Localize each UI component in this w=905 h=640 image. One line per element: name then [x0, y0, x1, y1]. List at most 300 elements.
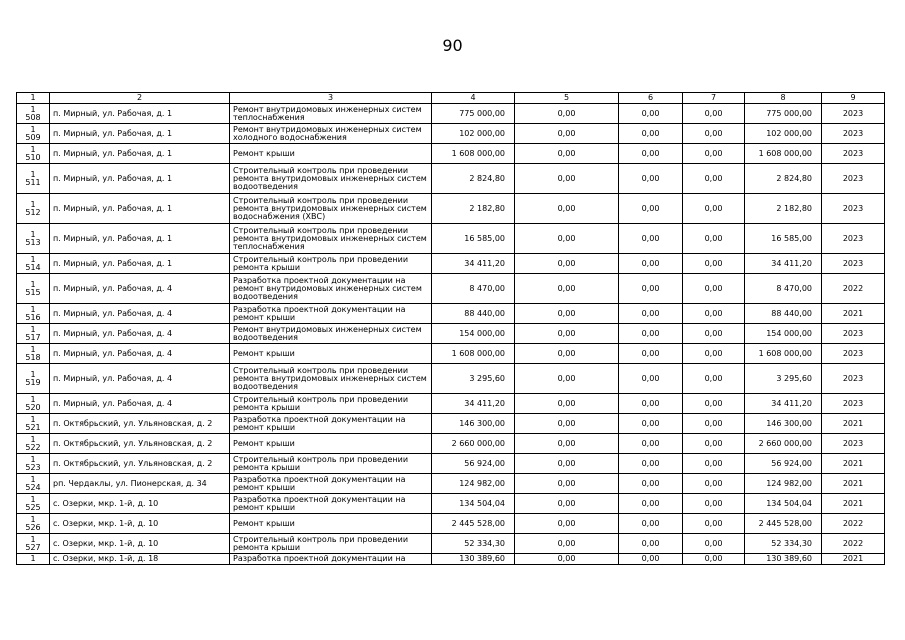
row-number-cell-text: 527: [25, 542, 41, 552]
owner-funds-cell: [745, 344, 822, 364]
address-cell-text: п. Мирный, ул. Рабочая, д. 1: [53, 258, 173, 268]
column-header: 1: [17, 93, 50, 104]
work-type-cell: [230, 394, 432, 414]
column-header: 2: [50, 93, 230, 104]
work-type-cell: [230, 194, 432, 224]
col7-cell-text: 0,00: [704, 148, 723, 158]
total-cost-cell-text: 16 585,00: [464, 233, 505, 243]
col7-cell: [683, 344, 745, 364]
year-cell: [822, 254, 885, 274]
year-cell: [822, 194, 885, 224]
col5-cell-text: 0,00: [557, 398, 576, 408]
total-cost-cell: [432, 394, 515, 414]
address-cell-text: п. Мирный, ул. Рабочая, д. 1: [53, 203, 173, 213]
col5-cell: [515, 364, 619, 394]
owner-funds-cell-text: 3 295,60: [776, 373, 812, 383]
work-type-cell: [230, 434, 432, 454]
row-number-cell: [17, 324, 50, 344]
owner-funds-cell-text: 16 585,00: [771, 233, 812, 243]
col6-cell-text: 0,00: [641, 308, 660, 318]
total-cost-cell: [432, 124, 515, 144]
work-type-cell-text: Строительный контроль при проведении ремонта крыши: [233, 394, 409, 412]
col7-cell: [683, 514, 745, 534]
col6-cell: [619, 144, 683, 164]
owner-funds-cell-text: 2 445 528,00: [758, 518, 812, 528]
col6-cell-text: 0,00: [641, 373, 660, 383]
address-cell: [50, 254, 230, 274]
table-row: [17, 364, 885, 394]
owner-funds-cell-text: 146 300,00: [766, 418, 812, 428]
row-number-cell-text: 518: [25, 352, 41, 362]
table-row: [17, 194, 885, 224]
year-cell-text: 2023: [842, 203, 864, 213]
year-cell-text: 2023: [842, 258, 864, 268]
table-row: [17, 304, 885, 324]
row-number-cell: [17, 124, 50, 144]
owner-funds-cell: [745, 104, 822, 124]
owner-funds-cell: [745, 224, 822, 254]
column-header: 4: [432, 93, 515, 104]
year-cell: [822, 124, 885, 144]
table-row: [17, 124, 885, 144]
year-cell: [822, 324, 885, 344]
col7-cell-text: 0,00: [704, 173, 723, 183]
total-cost-cell: [432, 324, 515, 344]
year-cell: [822, 364, 885, 394]
col5-cell-text: 0,00: [557, 518, 576, 528]
col5-cell: [515, 414, 619, 434]
row-number-cell-text: 521: [25, 422, 41, 432]
row-number-cell-text: 1: [30, 324, 36, 334]
col5-cell: [515, 394, 619, 414]
owner-funds-cell-text: 34 411,20: [771, 398, 812, 408]
year-cell-text: 2021: [842, 498, 864, 508]
row-number-cell-text: 508: [25, 112, 41, 122]
table-row: [17, 474, 885, 494]
address-cell-text: п. Мирный, ул. Рабочая, д. 4: [53, 283, 173, 293]
work-type-cell-text: Разработка проектной документации на ремонт крыши: [233, 474, 406, 492]
owner-funds-cell-text: 2 182,80: [776, 203, 812, 213]
header-row: [17, 93, 885, 104]
table-row: [17, 434, 885, 454]
col7-cell: [683, 124, 745, 144]
col7-cell-text: 0,00: [704, 258, 723, 268]
year-cell: [822, 454, 885, 474]
owner-funds-cell: [745, 454, 822, 474]
row-number-cell-text: 1: [30, 394, 36, 404]
total-cost-cell: [432, 494, 515, 514]
year-cell-text: 2023: [842, 108, 864, 118]
address-cell: [50, 454, 230, 474]
year-cell: [822, 164, 885, 194]
row-number-cell-text: 520: [25, 402, 41, 412]
address-cell-text: п. Мирный, ул. Рабочая, д. 1: [53, 233, 173, 243]
row-number-cell-text: 1: [30, 554, 36, 563]
year-cell: [822, 474, 885, 494]
column-header: 3: [230, 93, 432, 104]
year-cell: [822, 554, 885, 565]
total-cost-cell: [432, 274, 515, 304]
col7-cell: [683, 364, 745, 394]
total-cost-cell: [432, 104, 515, 124]
col6-cell: [619, 514, 683, 534]
col6-cell: [619, 224, 683, 254]
year-cell: [822, 344, 885, 364]
address-cell-text: п. Мирный, ул. Рабочая, д. 1: [53, 148, 173, 158]
col5-cell: [515, 434, 619, 454]
row-number-cell-text: 515: [25, 287, 41, 297]
col5-cell-text: 0,00: [557, 258, 576, 268]
address-cell-text: п. Октябрьский, ул. Ульяновская, д. 2: [53, 438, 213, 448]
owner-funds-cell: [745, 514, 822, 534]
col7-cell-text: 0,00: [704, 128, 723, 138]
row-number-cell-text: 1: [30, 254, 36, 264]
address-cell-text: с. Озерки, мкр. 1-й, д. 10: [53, 538, 159, 548]
owner-funds-cell-text: 56 924,00: [771, 458, 812, 468]
col5-cell: [515, 494, 619, 514]
owner-funds-cell: [745, 124, 822, 144]
address-cell-text: п. Мирный, ул. Рабочая, д. 1: [53, 173, 173, 183]
col7-cell: [683, 224, 745, 254]
col5-cell-text: 0,00: [557, 283, 576, 293]
col6-cell-text: 0,00: [641, 203, 660, 213]
work-type-cell: [230, 494, 432, 514]
total-cost-cell-text: 2 660 000,00: [451, 438, 505, 448]
row-number-cell-text: 513: [25, 237, 41, 247]
col6-cell: [619, 194, 683, 224]
col6-cell-text: 0,00: [641, 554, 660, 563]
year-cell-text: 2023: [842, 173, 864, 183]
row-number-cell: [17, 164, 50, 194]
year-cell-text: 2021: [842, 554, 864, 563]
address-cell-text: рп. Чердаклы, ул. Пионерская, д. 34: [53, 478, 207, 488]
col5-cell-text: 0,00: [557, 538, 576, 548]
total-cost-cell: [432, 434, 515, 454]
col6-cell: [619, 414, 683, 434]
owner-funds-cell: [745, 304, 822, 324]
col6-cell-text: 0,00: [641, 173, 660, 183]
work-type-cell: [230, 164, 432, 194]
address-cell: [50, 164, 230, 194]
address-cell: [50, 514, 230, 534]
address-cell-text: п. Мирный, ул. Рабочая, д. 4: [53, 328, 173, 338]
col6-cell: [619, 454, 683, 474]
col6-cell-text: 0,00: [641, 283, 660, 293]
year-cell-text: 2022: [842, 283, 864, 293]
col7-cell-text: 0,00: [704, 283, 723, 293]
total-cost-cell: [432, 344, 515, 364]
col7-cell-text: 0,00: [704, 348, 723, 358]
col5-cell-text: 0,00: [557, 478, 576, 488]
col6-cell: [619, 534, 683, 554]
col6-cell-text: 0,00: [641, 498, 660, 508]
col6-cell-text: 0,00: [641, 398, 660, 408]
row-number-cell: [17, 414, 50, 434]
row-number-cell-text: 1: [30, 534, 36, 544]
address-cell: [50, 364, 230, 394]
table-row: [17, 414, 885, 434]
row-number-cell: [17, 474, 50, 494]
work-type-cell-text: Ремонт крыши: [233, 438, 295, 448]
row-number-cell-text: 1: [30, 434, 36, 444]
total-cost-cell-text: 2 445 528,00: [451, 518, 505, 528]
row-number-cell-text: 1: [30, 369, 36, 379]
year-cell-text: 2023: [842, 128, 864, 138]
work-type-cell-text: Ремонт крыши: [233, 348, 295, 358]
row-number-cell-text: 510: [25, 152, 41, 162]
table-row: [17, 254, 885, 274]
row-number-cell-text: 1: [30, 344, 36, 354]
table-row: [17, 274, 885, 304]
repair-schedule-table: [16, 92, 885, 565]
work-type-cell-text: Ремонт внутридомовых инженерных систем теплоснабжения: [233, 104, 422, 122]
owner-funds-cell-text: 8 470,00: [776, 283, 812, 293]
row-number-cell-text: 1: [30, 144, 36, 154]
col6-cell-text: 0,00: [641, 148, 660, 158]
year-cell-text: 2021: [842, 418, 864, 428]
col6-cell-text: 0,00: [641, 418, 660, 428]
work-type-cell-text: Разработка проектной документации на ремонт крыши: [233, 494, 406, 512]
col7-cell: [683, 144, 745, 164]
work-type-cell-text: Строительный контроль при проведении ремонта крыши: [233, 254, 409, 272]
row-number-cell-text: 514: [25, 262, 41, 272]
total-cost-cell: [432, 254, 515, 274]
total-cost-cell: [432, 224, 515, 254]
address-cell: [50, 494, 230, 514]
col5-cell-text: 0,00: [557, 328, 576, 338]
col5-cell: [515, 194, 619, 224]
col6-cell: [619, 474, 683, 494]
total-cost-cell: [432, 454, 515, 474]
table-row: [17, 224, 885, 254]
col5-cell: [515, 324, 619, 344]
work-type-cell-text: Разработка проектной документации на ремонт крыши: [233, 414, 406, 432]
row-number-cell-text: 1: [30, 494, 36, 504]
total-cost-cell-text: 34 411,20: [464, 398, 505, 408]
table-body: [17, 104, 885, 565]
col7-cell-text: 0,00: [704, 478, 723, 488]
col6-cell: [619, 494, 683, 514]
owner-funds-cell: [745, 254, 822, 274]
col6-cell-text: 0,00: [641, 233, 660, 243]
col6-cell: [619, 324, 683, 344]
owner-funds-cell: [745, 554, 822, 565]
work-type-cell: [230, 474, 432, 494]
page-number: 90: [442, 36, 463, 55]
row-number-cell-text: 1: [30, 514, 36, 524]
col7-cell-text: 0,00: [704, 398, 723, 408]
row-number-cell-text: 511: [25, 177, 41, 187]
total-cost-cell-text: 134 504,04: [459, 498, 505, 508]
address-cell: [50, 274, 230, 304]
col6-cell: [619, 104, 683, 124]
col6-cell: [619, 164, 683, 194]
col5-cell-text: 0,00: [557, 173, 576, 183]
work-type-cell-text: Строительный контроль при проведении ремонта внутридомовых инженерных систем водоотведения: [233, 165, 427, 191]
total-cost-cell-text: 146 300,00: [459, 418, 505, 428]
total-cost-cell-text: 102 000,00: [459, 128, 505, 138]
work-type-cell-text: Ремонт крыши: [233, 518, 295, 528]
row-number-cell: [17, 304, 50, 324]
col6-cell-text: 0,00: [641, 258, 660, 268]
col7-cell-text: 0,00: [704, 458, 723, 468]
col7-cell-text: 0,00: [704, 233, 723, 243]
col7-cell-text: 0,00: [704, 554, 723, 563]
owner-funds-cell: [745, 494, 822, 514]
year-cell-text: 2023: [842, 148, 864, 158]
work-type-cell: [230, 344, 432, 364]
address-cell-text: п. Мирный, ул. Рабочая, д. 1: [53, 108, 173, 118]
table-row: [17, 554, 885, 565]
col7-cell: [683, 414, 745, 434]
row-number-cell: [17, 394, 50, 414]
year-cell: [822, 144, 885, 164]
total-cost-cell-text: 56 924,00: [464, 458, 505, 468]
owner-funds-cell-text: 154 000,00: [766, 328, 812, 338]
table-row: [17, 344, 885, 364]
address-cell-text: с. Озерки, мкр. 1-й, д. 10: [53, 498, 159, 508]
total-cost-cell-text: 3 295,60: [469, 373, 505, 383]
total-cost-cell-text: 1 608 000,00: [451, 148, 505, 158]
work-type-cell: [230, 254, 432, 274]
col5-cell-text: 0,00: [557, 108, 576, 118]
owner-funds-cell: [745, 274, 822, 304]
col6-cell: [619, 434, 683, 454]
owner-funds-cell: [745, 414, 822, 434]
work-type-cell-text: Строительный контроль при проведении ремонта внутридомовых инженерных систем теплоснабжения: [233, 225, 427, 251]
col7-cell: [683, 394, 745, 414]
col6-cell: [619, 124, 683, 144]
col6-cell-text: 0,00: [641, 328, 660, 338]
row-number-cell-text: 1: [30, 279, 36, 289]
col7-cell: [683, 534, 745, 554]
row-number-cell-text: 512: [25, 207, 41, 217]
col7-cell-text: 0,00: [704, 518, 723, 528]
col7-cell: [683, 434, 745, 454]
row-number-cell: [17, 514, 50, 534]
row-number-cell-text: 1: [30, 229, 36, 239]
row-number-cell-text: 1: [30, 124, 36, 134]
row-number-cell-text: 509: [25, 132, 41, 142]
col6-cell: [619, 254, 683, 274]
year-cell: [822, 494, 885, 514]
work-type-cell: [230, 364, 432, 394]
col5-cell-text: 0,00: [557, 373, 576, 383]
year-cell-text: 2022: [842, 518, 864, 528]
year-cell: [822, 434, 885, 454]
work-type-cell: [230, 274, 432, 304]
col5-cell: [515, 254, 619, 274]
total-cost-cell-text: 88 440,00: [464, 308, 505, 318]
total-cost-cell-text: 130 389,60: [459, 554, 505, 563]
total-cost-cell-text: 775 000,00: [459, 108, 505, 118]
work-type-cell-text: Ремонт внутридомовых инженерных систем водоотведения: [233, 324, 422, 342]
address-cell-text: п. Мирный, ул. Рабочая, д. 4: [53, 398, 173, 408]
address-cell: [50, 194, 230, 224]
total-cost-cell: [432, 194, 515, 224]
row-number-cell: [17, 344, 50, 364]
col5-cell-text: 0,00: [557, 438, 576, 448]
year-cell-text: 2022: [842, 538, 864, 548]
work-type-cell-text: Ремонт крыши: [233, 148, 295, 158]
address-cell: [50, 554, 230, 565]
work-type-cell: [230, 534, 432, 554]
work-type-cell-text: Разработка проектной документации на ремонт внутридомовых инженерных систем водоотведения: [233, 275, 422, 301]
row-number-cell-text: 524: [25, 482, 41, 492]
owner-funds-cell: [745, 144, 822, 164]
total-cost-cell-text: 2 824,80: [469, 173, 505, 183]
col6-cell-text: 0,00: [641, 348, 660, 358]
col7-cell-text: 0,00: [704, 373, 723, 383]
column-header: 7: [683, 93, 745, 104]
table-row: [17, 494, 885, 514]
address-cell-text: п. Октябрьский, ул. Ульяновская, д. 2: [53, 418, 213, 428]
row-number-cell-text: 517: [25, 332, 41, 342]
address-cell-text: с. Озерки, мкр. 1-й, д. 10: [53, 518, 159, 528]
year-cell-text: 2023: [842, 398, 864, 408]
col5-cell: [515, 454, 619, 474]
col5-cell: [515, 164, 619, 194]
col5-cell: [515, 144, 619, 164]
address-cell: [50, 344, 230, 364]
col7-cell: [683, 474, 745, 494]
col7-cell-text: 0,00: [704, 498, 723, 508]
total-cost-cell: [432, 144, 515, 164]
col7-cell: [683, 164, 745, 194]
total-cost-cell: [432, 474, 515, 494]
table-row: [17, 104, 885, 124]
col5-cell-text: 0,00: [557, 458, 576, 468]
table-row: [17, 394, 885, 414]
work-type-cell-text: Строительный контроль при проведении ремонта внутридомовых инженерных систем водоотведения: [233, 365, 427, 391]
col5-cell-text: 0,00: [557, 498, 576, 508]
total-cost-cell-text: 1 608 000,00: [451, 348, 505, 358]
owner-funds-cell-text: 1 608 000,00: [758, 148, 812, 158]
col6-cell-text: 0,00: [641, 538, 660, 548]
col6-cell: [619, 304, 683, 324]
work-type-cell: [230, 414, 432, 434]
table-row: [17, 534, 885, 554]
address-cell: [50, 434, 230, 454]
col7-cell-text: 0,00: [704, 418, 723, 428]
owner-funds-cell-text: 34 411,20: [771, 258, 812, 268]
row-number-cell-text: 1: [30, 104, 36, 114]
col5-cell: [515, 474, 619, 494]
owner-funds-cell-text: 1 608 000,00: [758, 348, 812, 358]
owner-funds-cell-text: 2 824,80: [776, 173, 812, 183]
year-cell-text: 2021: [842, 478, 864, 488]
owner-funds-cell-text: 775 000,00: [766, 108, 812, 118]
col6-cell-text: 0,00: [641, 478, 660, 488]
year-cell: [822, 104, 885, 124]
col7-cell: [683, 554, 745, 565]
col5-cell: [515, 514, 619, 534]
owner-funds-cell-text: 134 504,04: [766, 498, 812, 508]
col6-cell-text: 0,00: [641, 458, 660, 468]
total-cost-cell: [432, 514, 515, 534]
table-row: [17, 164, 885, 194]
work-type-cell: [230, 324, 432, 344]
address-cell: [50, 224, 230, 254]
year-cell: [822, 514, 885, 534]
col5-cell-text: 0,00: [557, 418, 576, 428]
total-cost-cell: [432, 304, 515, 324]
year-cell: [822, 394, 885, 414]
col5-cell: [515, 224, 619, 254]
column-header: 6: [619, 93, 683, 104]
work-type-cell-text: Разработка проектной документации на: [233, 554, 406, 563]
row-number-cell-text: 516: [25, 312, 41, 322]
